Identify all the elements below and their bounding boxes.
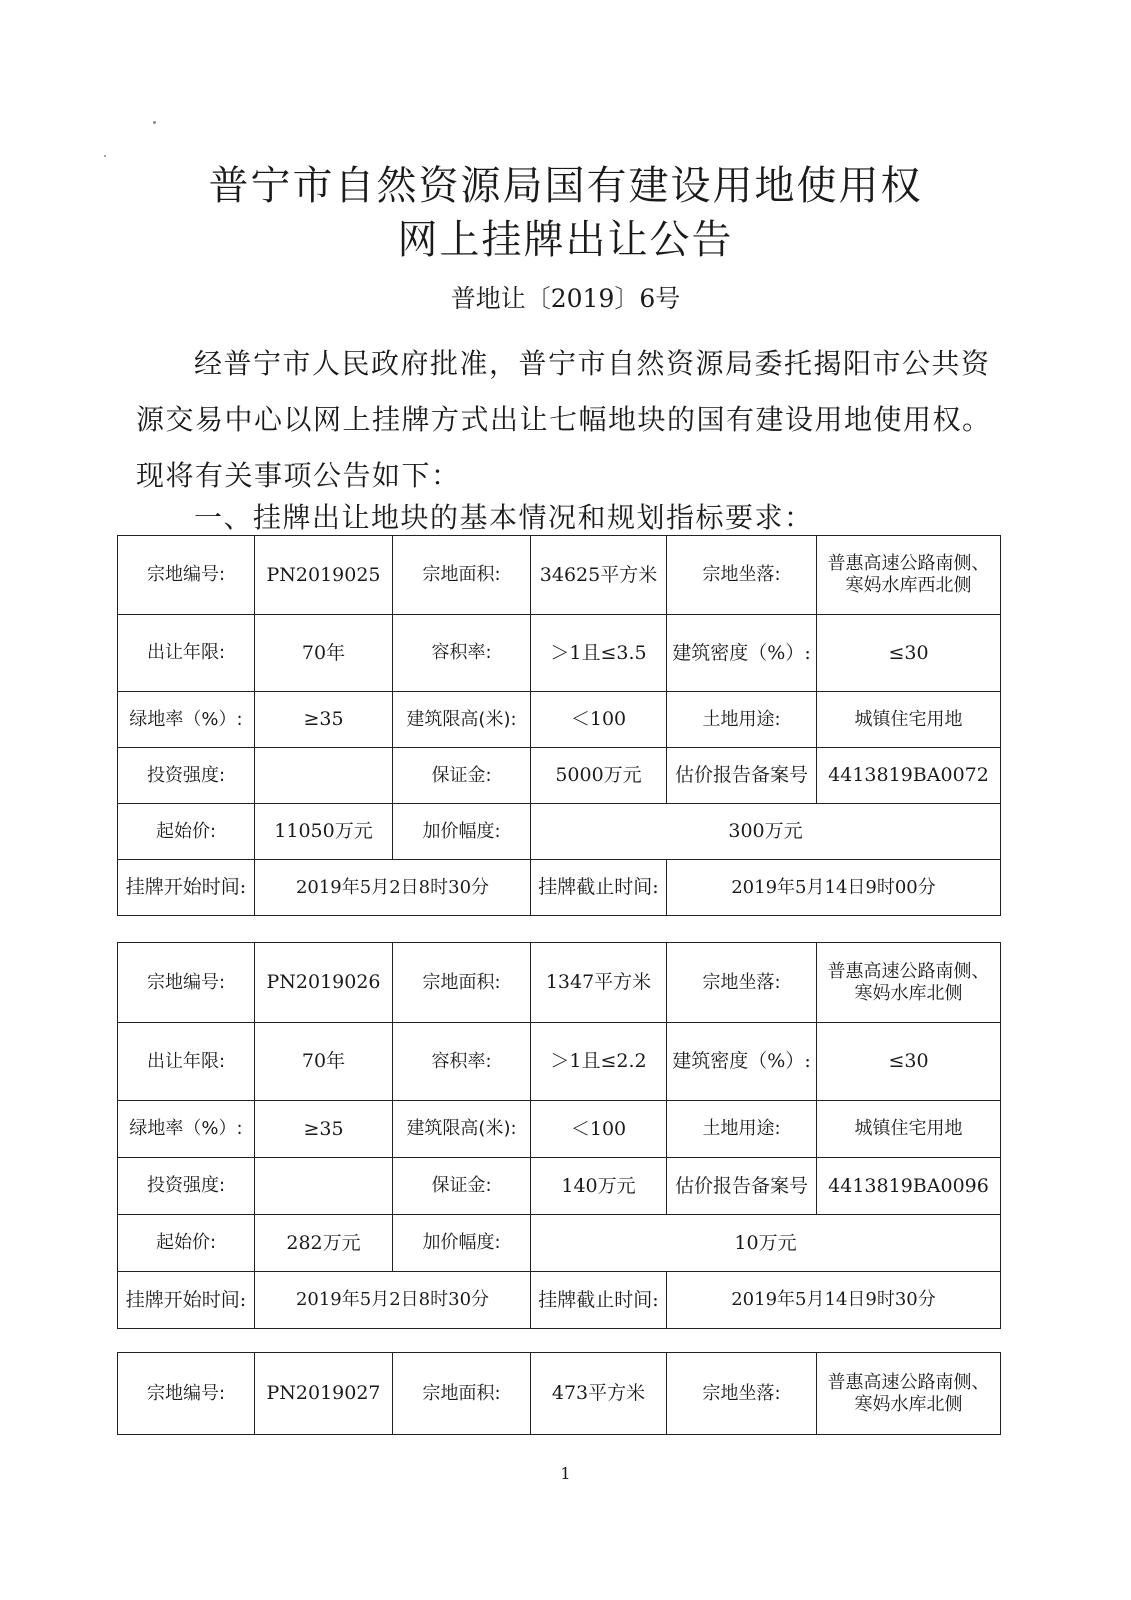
intro-paragraph: 经普宁市人民政府批准，普宁市自然资源局委托揭阳市公共资源交易中心以网上挂牌方式出让七幅地块的国有建设用地使用权。现将有关事项公告如下： <box>136 347 992 492</box>
label-use: 土地用途: <box>667 1101 817 1158</box>
location-value: 普惠高速公路南侧、寒妈水库北侧 <box>817 1353 1001 1435</box>
start-price-value: 282万元 <box>255 1215 393 1272</box>
deposit-value: 5000万元 <box>531 748 667 804</box>
far-value: ＞1且≤2.2 <box>531 1023 667 1101</box>
label-deposit: 保证金: <box>393 748 531 804</box>
label-investment: 投资强度: <box>118 1158 255 1215</box>
label-parcel-no: 宗地编号: <box>118 943 255 1023</box>
label-location: 宗地坐落: <box>667 536 817 615</box>
investment-value <box>255 1158 393 1215</box>
label-density: 建筑密度（%）: <box>667 1023 817 1101</box>
label-investment: 投资强度: <box>118 748 255 804</box>
location-value: 普惠高速公路南侧、寒妈水库西北侧 <box>817 536 1001 615</box>
term-value: 70年 <box>255 615 393 692</box>
page-title-line2: 网上挂牌出让公告 <box>397 217 734 263</box>
far-value: ＞1且≤3.5 <box>531 615 667 692</box>
parcel-no-value: PN2019026 <box>255 943 393 1023</box>
label-area: 宗地面积: <box>393 1353 531 1435</box>
label-list-start: 挂牌开始时间: <box>118 1272 255 1329</box>
label-location: 宗地坐落: <box>667 1353 817 1435</box>
height-value: ＜100 <box>531 1101 667 1158</box>
label-appraisal: 估价报告备案号 <box>667 1158 817 1215</box>
label-area: 宗地面积: <box>393 943 531 1023</box>
parcel-table-3 <box>117 1352 1001 1435</box>
use-value: 城镇住宅用地 <box>817 1101 1001 1158</box>
label-area: 宗地面积: <box>393 536 531 615</box>
appraisal-value: 4413819BA0072 <box>817 748 1001 804</box>
label-appraisal: 估价报告备案号 <box>667 748 817 804</box>
document-number: 普地让〔2019〕6号 <box>450 284 681 313</box>
label-parcel-no: 宗地编号: <box>118 1353 255 1435</box>
label-height: 建筑限高(米): <box>393 1101 531 1158</box>
label-increment: 加价幅度: <box>393 804 531 860</box>
location-value: 普惠高速公路南侧、寒妈水库北侧 <box>817 943 1001 1023</box>
label-list-end: 挂牌截止时间: <box>531 860 667 916</box>
parcel-table-1 <box>117 535 1001 916</box>
increment-value: 300万元 <box>531 804 1001 860</box>
list-end-value: 2019年5月14日9时00分 <box>667 860 1001 916</box>
label-height: 建筑限高(米): <box>393 692 531 748</box>
label-start-price: 起始价: <box>118 1215 255 1272</box>
label-density: 建筑密度（%）: <box>667 615 817 692</box>
increment-value: 10万元 <box>531 1215 1001 1272</box>
parcel-table-2 <box>117 942 1001 1329</box>
area-value: 473平方米 <box>531 1353 667 1435</box>
label-list-end: 挂牌截止时间: <box>531 1272 667 1329</box>
label-parcel-no: 宗地编号: <box>118 536 255 615</box>
parcel-no-value: PN2019025 <box>255 536 393 615</box>
term-value: 70年 <box>255 1023 393 1101</box>
use-value: 城镇住宅用地 <box>817 692 1001 748</box>
label-list-start: 挂牌开始时间: <box>118 860 255 916</box>
label-increment: 加价幅度: <box>393 1215 531 1272</box>
page-number: 1 <box>560 1464 571 1483</box>
page-title: 普宁市自然资源局国有建设用地使用权 <box>208 163 923 209</box>
list-start-value: 2019年5月2日8时30分 <box>255 860 531 916</box>
parcel-no-value: PN2019027 <box>255 1353 393 1435</box>
list-end-value: 2019年5月14日9时30分 <box>667 1272 1001 1329</box>
start-price-value: 11050万元 <box>255 804 393 860</box>
density-value: ≤30 <box>817 1023 1001 1101</box>
label-green: 绿地率（%）: <box>118 1101 255 1158</box>
investment-value <box>255 748 393 804</box>
label-use: 土地用途: <box>667 692 817 748</box>
label-far: 容积率: <box>393 615 531 692</box>
scan-speck <box>104 155 106 157</box>
label-term: 出让年限: <box>118 1023 255 1101</box>
appraisal-value: 4413819BA0096 <box>817 1158 1001 1215</box>
deposit-value: 140万元 <box>531 1158 667 1215</box>
density-value: ≤30 <box>817 615 1001 692</box>
label-far: 容积率: <box>393 1023 531 1101</box>
scan-speck <box>153 121 156 124</box>
label-deposit: 保证金: <box>393 1158 531 1215</box>
label-green: 绿地率（%）: <box>118 692 255 748</box>
height-value: ＜100 <box>531 692 667 748</box>
area-value: 1347平方米 <box>531 943 667 1023</box>
green-value: ≥35 <box>255 1101 393 1158</box>
section-heading: 一、挂牌出让地块的基本情况和规划指标要求： <box>194 501 814 534</box>
label-term: 出让年限: <box>118 615 255 692</box>
label-location: 宗地坐落: <box>667 943 817 1023</box>
green-value: ≥35 <box>255 692 393 748</box>
area-value: 34625平方米 <box>531 536 667 615</box>
list-start-value: 2019年5月2日8时30分 <box>255 1272 531 1329</box>
label-start-price: 起始价: <box>118 804 255 860</box>
